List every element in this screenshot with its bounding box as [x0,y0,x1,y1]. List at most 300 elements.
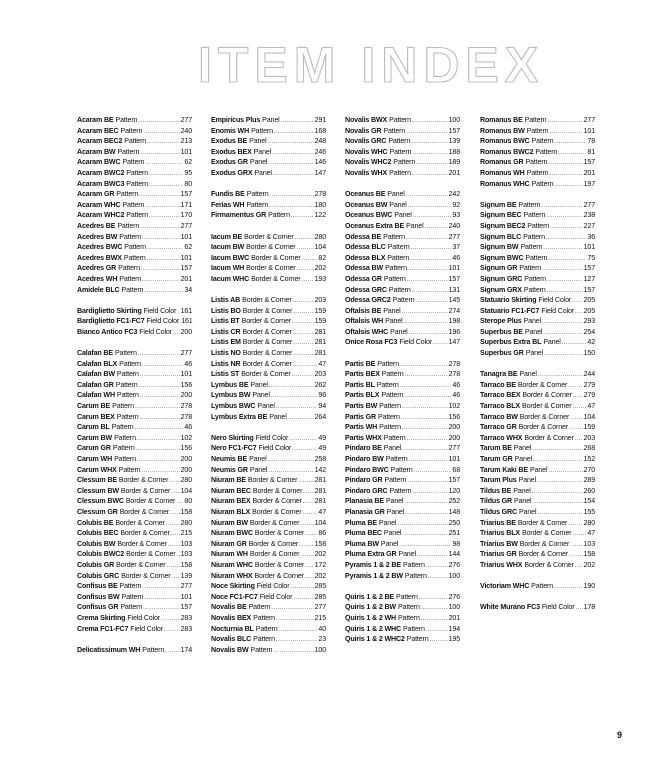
entry-name: Novalis BE [211,603,247,612]
leader-dots [303,497,314,508]
index-entry [77,274,192,285]
entry-type: Panel [383,444,402,453]
entry-page-number: 46 [452,391,460,400]
index-entry [345,602,460,613]
entry-name: Partis BEX [345,370,380,379]
entry-page-number: 94 [318,402,326,411]
entry-name: Acaram BEC [77,126,119,135]
entry-type: Pattern [389,116,411,124]
entry-type: Pattern [381,391,404,400]
entry-type: Pattern [377,359,400,368]
index-entry [211,126,326,137]
index-entry [77,168,192,179]
entry-type: Pattern [397,603,420,612]
entry-type: Pattern [520,243,543,252]
entry-type: Border & Corner [517,518,568,527]
entry-name: Calafan BW [77,370,115,379]
entry-type: Field Color [541,306,574,315]
index-entry [77,115,192,126]
entry-page-number: 158 [180,560,192,569]
entry-type: Pattern [118,465,141,474]
index-entry [480,232,595,243]
entry-type: Field Color [259,592,293,601]
entry-name: Carum BE [77,402,111,411]
leader-dots [147,137,180,148]
index-entry [345,539,460,550]
entry-page-number: 100 [448,603,460,612]
leader-dots [546,233,587,244]
leader-dots [305,561,313,572]
entry-name: Signum BEC2 [480,221,526,230]
entry-page-number: 62 [184,158,192,167]
leader-dots [408,264,448,275]
entry-type: Panel [387,190,405,199]
entry-page-number: 293 [583,317,595,326]
index-entry [345,486,460,497]
entry-type: Field Color [130,624,163,633]
entry-page-number: 120 [448,486,460,495]
index-entry [345,380,460,391]
entry-type: Pattern [126,211,149,220]
entry-name: Carum GR [77,444,111,453]
entry-name: Confisus BE [77,582,118,591]
index-entry [77,327,192,338]
entry-name: Odessa GRC2 [345,296,391,305]
entry-page-number: 68 [452,465,460,474]
leader-dots [550,222,583,233]
index-entry [77,592,192,603]
entry-type: Panel [513,486,531,495]
index-entry [345,412,460,423]
index-entry [480,539,595,550]
leader-dots [139,381,180,392]
index-entry [77,465,192,476]
index-entry [345,168,460,179]
leader-dots [272,148,314,159]
entry-name: Calafan BE [77,349,113,358]
entry-type: Pattern [119,359,141,368]
leader-dots [404,497,447,508]
leader-dots [140,148,179,159]
entry-name: Pindaro BW [345,455,384,463]
entry-type: Pattern [377,412,400,421]
entry-page-number: 276 [448,560,460,569]
index-entry [345,369,460,380]
entry-type: Panel [269,412,287,421]
entry-name: Romanus WHC [480,179,530,188]
entry-page-number: 279 [583,380,595,389]
leader-dots [273,169,314,180]
index-entry [77,507,192,518]
entry-name: Signum BW [480,243,519,252]
entry-type: Panel [253,147,272,156]
entry-page-number: 281 [314,486,326,495]
index-entry [77,157,192,168]
leader-dots [140,222,179,233]
entry-page-number: 75 [587,253,595,262]
index-entry [480,306,595,317]
entry-name: Pindaro BWC [345,465,389,474]
entry-name: Listis CR [211,327,241,336]
entry-name: Planasia BE [345,497,384,506]
entry-type: Panel [406,221,424,230]
leader-dots [293,328,314,339]
leader-dots [293,349,313,360]
entry-type: Border & Corner [518,423,569,432]
entry-page-number: 277 [180,349,192,358]
entry-page-number: 147 [314,168,326,177]
index-entry [345,126,460,137]
entry-type: Pattern [116,412,139,421]
entry-name: Colubis GRC [77,571,120,580]
index-entry [345,253,460,264]
entry-name: Victoriam WHC [480,582,530,591]
index-column-4 [480,115,595,613]
entry-page-number: 23 [318,635,326,644]
index-entry [345,507,460,518]
entry-page-number: 200 [180,455,192,463]
entry-type: Border & Corner [118,476,169,485]
index-entry [211,412,326,423]
entry-type: Pattern [268,211,290,220]
entry-page-number: 49 [318,433,326,442]
entry-name: Listis BO [211,306,241,315]
entry-type: Pattern [251,126,273,135]
entry-type: Border & Corner [242,327,292,336]
entry-page-number: 227 [583,221,595,230]
entry-name: Acedres BE [77,221,116,230]
index-entry [77,179,192,190]
entry-name: Romanus WH [480,168,525,177]
entry-name: Superbus Extra BL [480,338,542,347]
entry-page-number: 157 [180,603,192,612]
entry-page-number: 46 [184,423,192,432]
entry-name: Odessa BE [345,232,382,241]
index-entry [480,433,595,444]
entry-type: Field Color [146,317,180,326]
entry-page-number: 277 [448,444,460,453]
entry-type: Pattern [385,455,408,463]
leader-dots [405,370,448,381]
entry-type: Pattern [396,592,418,601]
entry-name: Novalis GRC [345,137,387,146]
entry-name: Partis BL [345,380,375,389]
entry-type: Pattern [120,126,143,135]
entry-page-number: 100 [448,571,460,580]
entry-type: Pattern [390,465,413,474]
entry-type: Pattern [525,253,548,262]
entry-type: Border & Corner [115,518,165,527]
index-entry [345,592,460,603]
entry-page-number: 188 [448,147,460,156]
entry-name: Triarius GR [480,550,517,559]
entry-page-number: 139 [448,137,460,146]
entry-page-number: 101 [448,264,460,273]
index-entry [345,518,460,529]
index-entry [211,602,326,613]
index-entry [211,634,326,645]
leader-dots [406,127,447,138]
index-entry [77,422,192,433]
entry-type: Pattern [387,253,410,262]
entry-type: Pattern [381,370,404,379]
entry-name: Quiris 1 & 2 BW [345,603,396,612]
entry-page-number: 157 [180,190,192,199]
index-entry [345,306,460,317]
entry-type: Border & Corner [254,529,305,538]
leader-dots [268,455,314,466]
leader-dots [425,222,448,233]
index-entry [77,232,192,243]
leader-dots [276,635,317,646]
entry-type: Panel [390,327,408,336]
leader-dots [532,497,582,508]
index-entry [211,147,326,158]
index-entry [480,475,595,486]
entry-name: Listis EM [211,338,241,347]
entry-name: Tarraco GR [480,423,517,432]
index-entry [480,316,595,327]
entry-page-number: 200 [180,391,192,400]
entry-type: Border & Corner [242,359,292,368]
entry-name: Niuram BEC [211,486,251,495]
entry-name: Odessa BLC [345,243,386,252]
index-entry [480,285,595,296]
leader-dots [543,243,582,254]
entry-name: Colubis BWC2 [77,550,125,559]
index-entry [345,189,460,200]
index-entry [211,210,326,221]
entry-name: Exodus GRX [211,168,253,177]
index-entry [77,624,192,635]
entry-type: Field Color [127,613,161,622]
entry-type: Border & Corner [517,380,568,389]
entry-type: Pattern [114,433,136,442]
entry-type: Border & Corner [249,518,300,527]
entry-name: Carum BEX [77,412,115,421]
entry-name: Partis BE [345,359,376,368]
entry-name: Fundis BE [211,190,245,199]
entry-page-number: 278 [448,370,460,379]
entry-name: Romanus BW [480,126,525,135]
entry-name: Listis BT [211,317,240,326]
entry-name: Nero Skirting [211,433,254,442]
entry-page-number: 190 [583,582,595,591]
entry-name: Pluma BE [345,518,377,527]
entry-name: Ferias WH [211,200,245,209]
entry-name: Tarum GR [480,455,513,463]
entry-type: Panel [386,507,405,516]
leader-dots [274,127,314,138]
index-entry [211,486,326,497]
entry-page-number: 42 [587,338,595,347]
entry-name: Quiris 1 & 2 WH [345,613,396,622]
entry-name: Niuram BWC [211,529,253,538]
entry-page-number: 34 [184,285,192,294]
entry-page-number: 78 [587,137,595,146]
entry-page-number: 156 [180,444,192,453]
index-entry [345,327,460,338]
leader-dots [402,307,448,318]
entry-type: Pattern [248,603,271,612]
index-entry [211,465,326,476]
index-entry [211,560,326,571]
entry-type: Panel [543,338,561,347]
entry-type: Pattern [246,200,269,209]
entry-type: Panel [529,465,548,474]
entry-name: Tanagra BE [480,370,518,379]
entry-page-number: 103 [180,539,192,548]
index-entry [480,549,595,560]
entry-name: Novalis BWX [345,116,388,124]
entry-type: Field Color [256,582,290,591]
entry-type: Panel [380,539,399,548]
entry-type: Pattern [388,137,411,146]
entry-type: Border & Corner [252,497,302,506]
entry-name: Bardiglietto Skirting [77,306,142,315]
entry-page-number: 80 [184,497,192,506]
entry-page-number: 201 [583,168,595,177]
entry-page-number: 152 [583,455,595,463]
entry-page-number: 101 [180,370,192,379]
entry-type: Field Color [139,327,172,336]
entry-type: Pattern [384,476,407,485]
entry-name: Lymbus BE [211,380,249,389]
leader-dots [149,169,183,180]
entry-page-number: 81 [587,147,595,156]
entry-page-number: 104 [180,486,192,495]
leader-dots [544,349,583,360]
entry-name: Novalis WHC2 [345,158,392,167]
index-entry [345,157,460,168]
leader-dots [144,286,183,297]
entry-name: Pindaro BE [345,444,382,453]
entry-name: Pluma Extra GR [345,550,397,559]
index-entry [77,401,192,412]
entry-name: Romanus BWC [480,137,530,146]
entry-type: Panel [514,497,532,506]
index-entry [77,613,192,624]
entry-name: Odessa BLX [345,253,386,262]
entry-type: Pattern [126,168,149,177]
entry-name: Bianco Antico FC3 [77,327,138,336]
entry-type: Border & Corner [242,296,292,305]
entry-type: Pattern [126,179,149,188]
entry-type: Border & Corner [119,507,170,516]
entry-type: Panel [514,455,532,463]
entry-page-number: 276 [448,592,460,601]
index-entry [480,443,595,454]
index-entry [480,337,595,348]
entry-type: Border & Corner [244,232,294,241]
index-entry [345,560,460,571]
entry-type: Pattern [119,232,142,241]
entry-type: Panel [262,116,280,124]
entry-type: Panel [250,380,268,389]
entry-type: Pattern [124,137,147,146]
entry-page-number: 146 [314,158,326,167]
entry-name: Tarraco WHX [480,433,523,442]
entry-page-number: 278 [180,402,192,411]
entry-name: Romanus BE [480,116,523,124]
entry-name: Signum BE [480,200,517,209]
index-entry [211,115,326,126]
entry-page-number: 171 [180,200,192,209]
entry-name: Niuram WHC [211,560,253,569]
entry-type: Pattern [246,190,269,199]
entry-page-number: 202 [314,571,326,580]
entry-page-number: 277 [583,116,595,124]
entry-type: Border & Corner [242,349,293,358]
entry-page-number: 278 [314,190,326,199]
entry-name: Statuario FC1-FC7 [480,306,540,315]
entry-type: Field Color [143,306,177,315]
title-outline-text [196,37,616,93]
entry-name: Acaram BE [77,116,114,124]
leader-dots [404,391,451,402]
entry-page-number: 242 [448,190,460,199]
entry-page-number: 104 [583,412,595,421]
entry-name: Odessa GR [345,274,382,283]
entry-page-number: 280 [314,232,326,241]
index-entry [211,274,326,285]
entry-type: Border & Corner [251,274,301,283]
entry-page-number: 277 [180,116,192,124]
entry-page-number: 144 [448,550,460,559]
entry-page-number: 37 [452,243,460,252]
entry-page-number: 172 [314,560,326,569]
entry-page-number: 104 [314,518,326,527]
leader-dots [412,169,448,180]
entry-name: Quiris 1 & 2 WHC [345,624,401,633]
svg-text:ITEM INDEX: ITEM INDEX [198,37,545,93]
leader-dots [532,444,582,455]
index-entry [211,316,326,327]
index-entry [211,157,326,168]
index-entry [211,401,326,412]
entry-type: Pattern [523,285,546,294]
entry-page-number: 150 [583,349,595,358]
entry-type: Pattern [117,221,140,230]
leader-dots [401,413,448,424]
entry-name: Signum BLC [480,232,522,241]
entry-page-number: 157 [448,476,460,485]
index-entry [77,433,192,444]
leader-dots [142,360,183,371]
leader-dots [407,275,448,286]
entry-name: Iacum WHC [211,274,250,283]
entry-name: Confisus GR [77,603,119,612]
leader-dots [138,349,180,360]
entry-page-number: 254 [583,327,595,336]
entry-type: Pattern [388,285,411,294]
index-entry [345,359,460,370]
index-entry [77,571,192,582]
leader-dots [414,466,452,477]
entry-page-number: 215 [180,529,192,538]
index-entry [77,454,192,465]
entry-name: Iacum BE [211,232,243,241]
entry-name: Clessum BWC [77,497,124,506]
entry-type: Pattern [376,380,399,389]
entry-name: Calafan GR [77,380,114,389]
entry-page-number: 127 [583,274,595,283]
index-entry [480,454,595,465]
entry-name: Oftalsis WHC [345,327,389,336]
entry-page-number: 46 [452,380,460,389]
entry-page-number: 161 [180,306,192,315]
leader-dots [548,466,582,477]
